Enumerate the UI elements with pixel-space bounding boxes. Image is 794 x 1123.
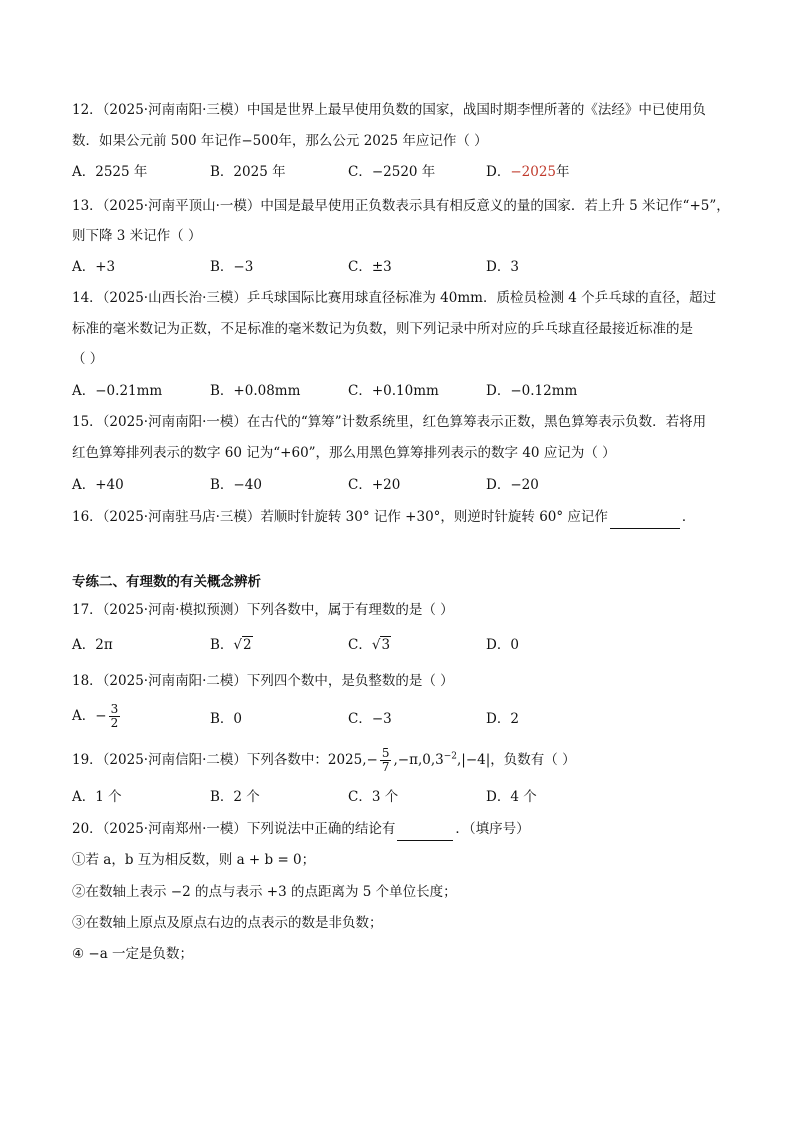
q17-option-b-label: B．	[210, 637, 234, 653]
q19-prefix: 19．（2025·河南信阳·二模）下列各数中：2025,−	[72, 752, 378, 768]
q12-option-d-label: D．	[486, 164, 511, 180]
q18-option-a-denominator: 2	[110, 716, 119, 730]
q17-option-c-label: C．	[348, 637, 372, 653]
q18-option-a-numerator: 3	[110, 702, 119, 716]
sqrt-symbol: √3	[371, 637, 391, 653]
q18-option-c: C．−3	[348, 711, 392, 727]
q15-option-a: A．+40	[72, 477, 124, 493]
q18-option-b: B．0	[210, 711, 243, 727]
q19-denominator: 7	[381, 760, 390, 774]
q13-option-d: D．3	[486, 259, 519, 275]
q14-option-d: D．−0.12mm	[486, 383, 578, 399]
fraction	[380, 747, 392, 774]
sqrt-symbol: √2	[233, 637, 252, 653]
q17-option-c-radicand: 3	[381, 637, 391, 653]
q18-line1: 18．（2025·河南南阳·二模）下列四个数中，是负整数的是（ ）	[72, 673, 454, 689]
q17-option-c	[348, 634, 391, 656]
q13-option-c: C．±3	[348, 259, 392, 275]
q12-line1: 12．（2025·河南南阳·三模）中国是世界上最早使用负数的国家，战国时期李悝所著的《法经》中已使用负	[72, 102, 706, 118]
q12-line2: 数．如果公元前 500 年记作−500年，那么公元 2025 年应记作（ ）	[72, 133, 488, 149]
q18-option-d: D．2	[486, 711, 519, 727]
q15-line2: 红色算筹排列表示的数字 60 记为“+60”，那么用黑色算筹排列表示的数字 40 应记为（ ）	[72, 445, 616, 461]
q19-exponent: −2	[443, 751, 457, 762]
q19-option-c: C．3 个	[348, 789, 399, 805]
q12-option-d-value: −2025	[510, 164, 556, 180]
q16-end: ．	[681, 509, 696, 525]
q14-line1: 14．（2025·山西长治·三模）乒乓球国际比赛用球直径标准为 40mm．质检员检测 4 个乒乓球的直径，超过	[72, 290, 717, 306]
q16-answer-blank[interactable]	[610, 506, 680, 529]
q13-option-a: A．+3	[72, 259, 116, 275]
q19-tail: ,|−4|，负数有（ ）	[457, 752, 576, 768]
q13-line2: 则下降 3 米记作（ ）	[72, 228, 202, 244]
q15-option-b: B．−40	[210, 477, 262, 493]
q19-option-a: A．1 个	[72, 789, 122, 805]
q20-statement-2: ②在数轴上表示 −2 的点与表示 +3 的点距离为 5 个单位长度；	[72, 884, 457, 900]
q17-option-d: D．0	[486, 637, 519, 653]
q17-option-a: A．2π	[72, 637, 113, 653]
q20-statement-3: ③在数轴上原点及原点右边的点表示的数是非负数；	[72, 915, 383, 931]
q19-mid: ,−π,0,3	[393, 752, 444, 768]
q18-option-a-label: A．−	[72, 708, 107, 724]
q20-line1	[72, 818, 530, 841]
q12-option-a: A．2525 年	[72, 164, 148, 180]
q19-numerator: 5	[381, 746, 390, 760]
q12-option-b: B．2025 年	[210, 164, 286, 180]
q19-option-b: B．2 个	[210, 789, 260, 805]
q20-end: ．（填序号）	[455, 821, 530, 837]
q13-line1: 13．（2025·河南平顶山·一模）中国是最早使用正负数表示具有相反意义的量的国家．若上升 5 米记作“+5”，	[72, 198, 730, 214]
q14-option-a: A．−0.21mm	[72, 383, 163, 399]
q20-text: 20．（2025·河南郑州·一模）下列说法中正确的结论有	[72, 821, 396, 837]
q17-option-b	[210, 634, 253, 656]
q14-option-b: B．+0.08mm	[210, 383, 301, 399]
fraction	[109, 703, 121, 730]
q20-statement-4: ④ −a 一定是负数；	[72, 946, 194, 962]
q12-option-c: C．−2520 年	[348, 164, 436, 180]
q19-option-d: D．4 个	[486, 789, 537, 805]
q15-option-d: D．−20	[486, 477, 539, 493]
q14-option-c: C．+0.10mm	[348, 383, 439, 399]
q14-line3: （ ）	[72, 351, 104, 367]
q14-line2: 标准的毫米数记为正数，不足标准的毫米数记为负数，则下列记录中所对应的乒乓球直径最接近标准的是	[72, 321, 693, 337]
q18-option-a	[72, 703, 122, 730]
q15-line1: 15．（2025·河南南阳·一模）在古代的“算筹”计数系统里，红色算筹表示正数，黑色算筹表示负数．若将用	[72, 414, 707, 430]
q19-line1	[72, 747, 576, 774]
q13-option-b: B．−3	[210, 259, 254, 275]
q16-line	[72, 506, 695, 529]
q17-option-b-radicand: 2	[243, 637, 252, 653]
q15-option-c: C．+20	[348, 477, 401, 493]
q20-answer-blank[interactable]	[397, 818, 453, 841]
q20-statement-1: ①若 a，b 互为相反数，则 a + b = 0；	[72, 852, 316, 868]
q12-option-d	[486, 161, 570, 183]
q16-text: 16．（2025·河南驻马店·三模）若顺时针旋转 30° 记作 +30°，则逆时针旋转 60° 应记作	[72, 509, 608, 525]
section2-title: 专练二、有理数的有关概念辨析	[72, 574, 261, 590]
q12-option-d-unit: 年	[556, 164, 570, 180]
q17-line1: 17．（2025·河南·模拟预测）下列各数中，属于有理数的是（ ）	[72, 602, 454, 618]
